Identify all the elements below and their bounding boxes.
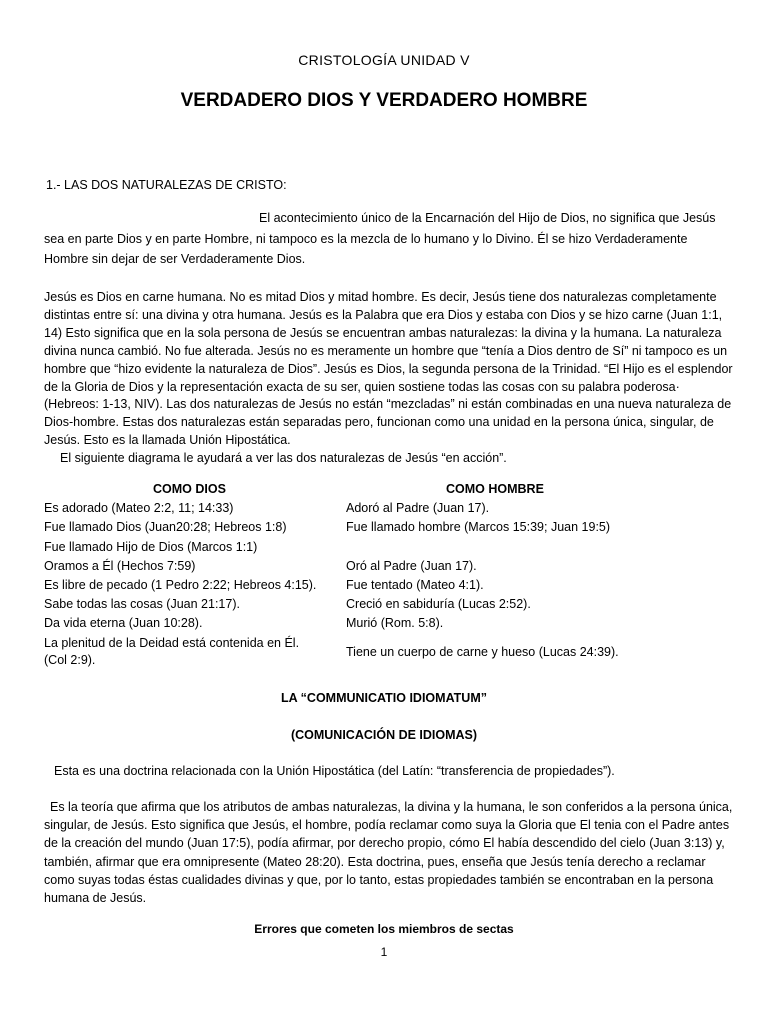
man-item: Creció en sabiduría (Lucas 2:52). [346, 597, 531, 611]
god-item: Es libre de pecado (1 Pedro 2:22; Hebreos 4:15). [44, 578, 317, 592]
god-item: Fue llamado Dios (Juan20:28; Hebreos 1:8) [44, 520, 287, 534]
doctrine-paragraph [44, 798, 736, 907]
doctrine-intro: Esta es una doctrina relacionada con la Unión Hipostática (del Latín: “transferencia de propiedades”). [54, 764, 615, 778]
natures-paragraph-text: Jesús es Dios en carne humana. No es mitad Dios y mitad hombre. Es decir, Jesús tiene dos naturalezas completamente distintas entre sí: una divina y otra humana. Jesús es la Palabra que era Dios y estaba con Dios y se hizo carne (Juan 1:1, 14) Esto significa que en la sola persona de Jesús se encuentran ambas naturalezas: la divina y la humana. La naturaleza divina nunca cambió. No fue alterada. Jesús no es meramente un hombre que “tenía a Dios dentro de Sí” ni tampoco es un hombre que “hizo evidente la naturaleza de Dios”. Jesús es Dios, la segunda persona de la Trinidad. “El Hijo es el esplendor de la Gloria de Dios y la representación exacta de su ser, quien sostiene todas las cosas con su palabra poderosa· (Hebreos: 1-13, NIV). Las dos naturalezas de Jesús no están “mezcladas” ni están combinadas en una nueva naturaleza de Dios-hombre. Estas dos naturalezas están separadas pero, funcionan como una unidad en la persona única, singular, de Jesús. Esto es la llamada Unión Hipostática. [44, 290, 733, 448]
column-header-god: COMO DIOS [153, 482, 226, 496]
man-item: Fue tentado (Mateo 4:1). [346, 578, 484, 592]
man-item: Murió (Rom. 5:8). [346, 616, 444, 630]
page-title: VERDADERO DIOS Y VERDADERO HOMBRE [180, 90, 588, 111]
intro-paragraph-text: El acontecimiento único de la Encarnación del Hijo de Dios, no significa que Jesús sea en parte Dios y en parte Hombre, ni tampoco es la mezcla de lo humano y lo Divino. Él se hizo Verdaderamente Hombre sin dejar de ser Verdaderamente Dios. [44, 211, 716, 266]
god-item: Fue llamado Hijo de Dios (Marcos 1:1) [44, 540, 258, 554]
page-number: 1 [380, 945, 388, 959]
man-item: Oró al Padre (Juan 17). [346, 559, 477, 573]
god-item: Oramos a Él (Hechos 7:59) [44, 559, 196, 573]
man-item: Fue llamado hombre (Marcos 15:39; Juan 19:5) [346, 520, 611, 534]
natures-paragraph [44, 289, 736, 468]
god-item: (Col 2:9). [44, 653, 96, 667]
god-item: Sabe todas las cosas (Juan 21:17). [44, 597, 240, 611]
column-header-man: COMO HOMBRE [446, 482, 544, 496]
diagram-intro: El siguiente diagrama le ayudará a ver las dos naturalezas de Jesús “en acción”. [60, 451, 507, 466]
intro-paragraph [44, 208, 734, 270]
course-title: CRISTOLOGÍA UNIDAD V [298, 52, 470, 68]
man-item: Tiene un cuerpo de carne y hueso (Lucas 24:39). [346, 645, 619, 659]
god-item: Da vida eterna (Juan 10:28). [44, 616, 203, 630]
god-item: Es adorado (Mateo 2:2, 11; 14:33) [44, 501, 234, 515]
man-item: Adoró al Padre (Juan 17). [346, 501, 490, 515]
section-heading: 1.- LAS DOS NATURALEZAS DE CRISTO: [46, 178, 287, 192]
communicatio-heading: LA “COMMUNICATIO IDIOMATUM” [281, 691, 487, 705]
communicatio-subheading: (COMUNICACIÓN DE IDIOMAS) [290, 728, 478, 742]
errors-subheading: Errores que cometen los miembros de sectas [254, 922, 514, 936]
god-item: La plenitud de la Deidad está contenida en Él. [44, 636, 300, 650]
doctrine-paragraph-text: Es la teoría que afirma que los atributos de ambas naturalezas, la divina y la humana, le son conferidos a la persona única, singular, de Jesús. Esto significa que Jesús, el hombre, podía reclamar como suya la Gloria que El tenia con el Padre antes de la creación del mundo (Juan 17:5), podía afirmar, por derecho propio, cómo El había descendido del cielo (Juan 3:13) y, también, afirmar que era omnipresente (Mateo 28:20). Esta doctrina, pues, enseña que Jesús tenía derecho a reclamar como suyas todas éstas cualidades divinas y que, por lo tanto, estas propiedades también se encontraban en la persona humana de Jesús. [44, 800, 733, 906]
